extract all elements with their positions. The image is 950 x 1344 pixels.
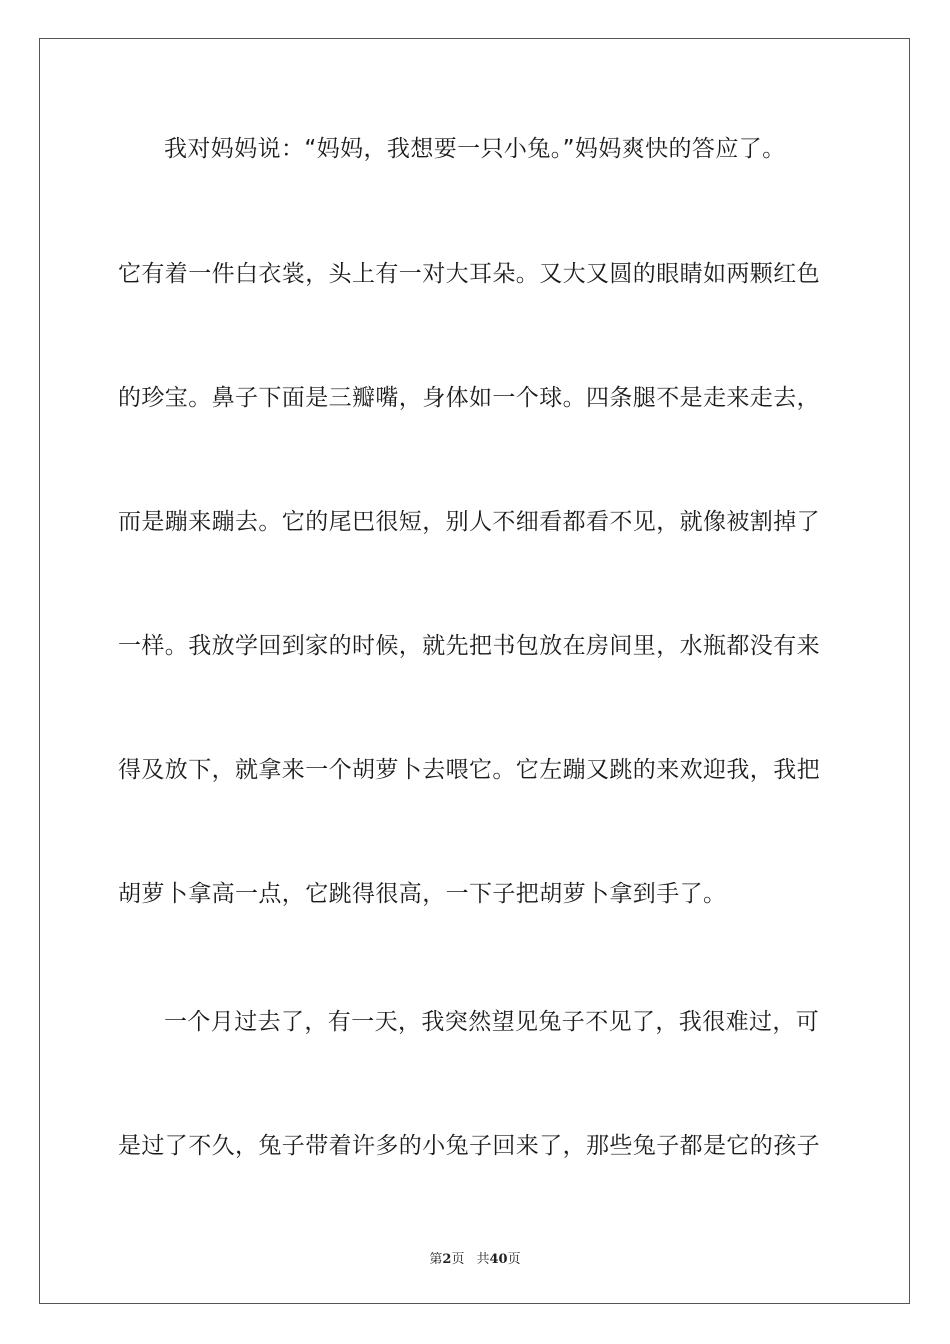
paragraph-1-line-7: 胡萝卜拿高一点，它跳得很高，一下子把胡萝卜拿到手了。 <box>118 881 727 907</box>
paragraph-1-line-3: 的珍宝。鼻子下面是三瓣嘴，身体如一个球。四条腿不是走来走去， <box>118 385 820 411</box>
paragraph-1-line-2: 它有着一件白衣裳，头上有一对大耳朵。又大又圆的眼睛如两颗红色 <box>118 261 820 287</box>
total-suffix: 页 <box>507 1252 521 1267</box>
page-prefix: 第 <box>429 1252 443 1267</box>
page-suffix: 页 <box>451 1252 465 1267</box>
page-footer <box>0 1248 950 1267</box>
paragraph-1-line-4: 而是蹦来蹦去。它的尾巴很短，别人不细看都看不见，就像被割掉了 <box>118 509 820 535</box>
page-border <box>39 38 910 1304</box>
page-number: 2 <box>442 1252 452 1267</box>
paragraph-1-line-1: 我对妈妈说：“妈妈，我想要一只小兔。”妈妈爽快的答应了。 <box>164 136 786 162</box>
total-pages: 40 <box>489 1252 508 1267</box>
paragraph-1-line-5: 一样。我放学回到家的时候，就先把书包放在房间里，水瓶都没有来 <box>118 633 820 659</box>
paragraph-2-line-2: 是过了不久，兔子带着许多的小兔子回来了，那些兔子都是它的孩子 <box>118 1133 820 1159</box>
paragraph-2-line-1: 一个月过去了，有一天，我突然望见兔子不见了，我很难过，可 <box>164 1009 820 1035</box>
paragraph-1-line-6: 得及放下，就拿来一个胡萝卜去喂它。它左蹦又跳的来欢迎我，我把 <box>118 757 820 783</box>
total-prefix: 共 <box>476 1252 490 1267</box>
